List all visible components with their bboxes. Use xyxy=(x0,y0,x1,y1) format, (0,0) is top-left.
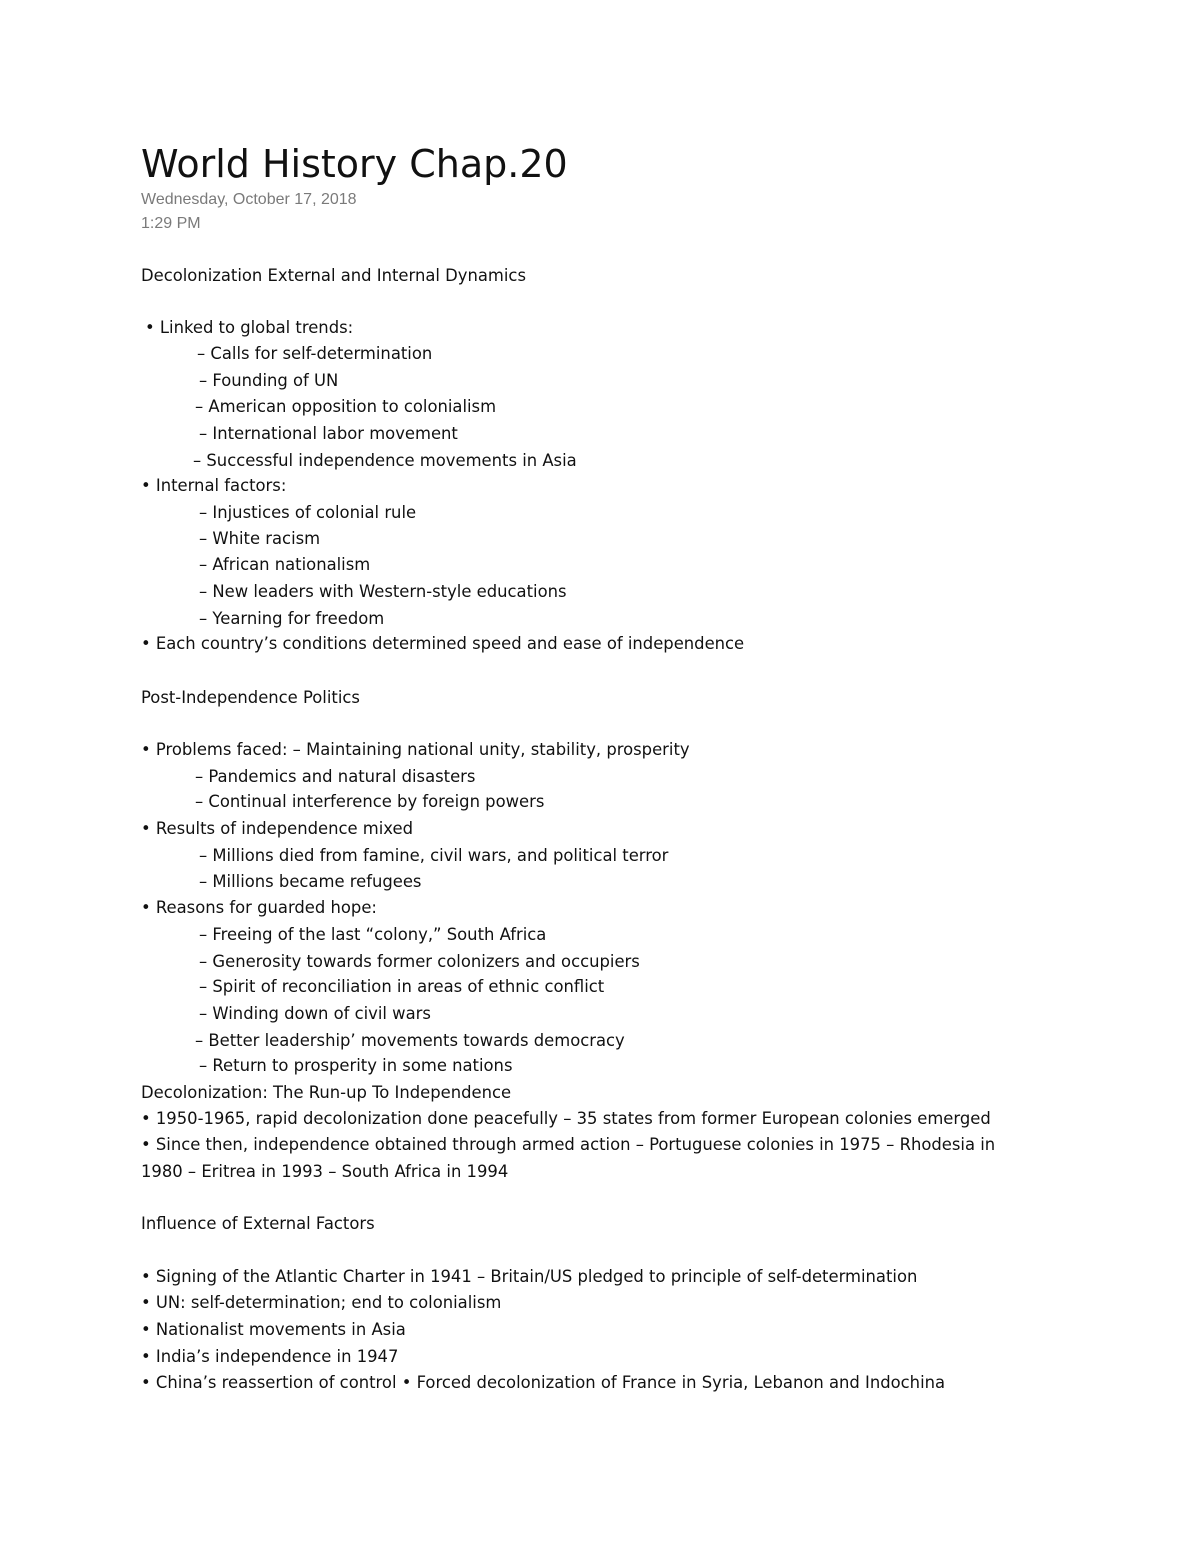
sub-item: – Millions became refugees xyxy=(199,872,422,891)
section-heading: Post-Independence Politics xyxy=(141,688,360,707)
note-date: Wednesday, October 17, 2018 xyxy=(141,191,357,208)
sub-item: – Spirit of reconciliation in areas of ethnic conflict xyxy=(199,977,605,996)
bullet-item: • Internal factors: xyxy=(141,476,287,495)
bullet-item: • India’s independence in 1947 xyxy=(141,1347,399,1366)
sub-item: – Better leadership’ movements towards democracy xyxy=(195,1031,625,1050)
bullet-item: • Problems faced: – Maintaining national unity, stability, prosperity xyxy=(141,740,690,759)
sub-item: – Continual interference by foreign powers xyxy=(195,792,545,811)
sub-item: – Successful independence movements in Asia xyxy=(193,451,577,470)
sub-item: – New leaders with Western-style educations xyxy=(199,582,567,601)
sub-item: – Winding down of civil wars xyxy=(199,1004,431,1023)
bullet-item: • Nationalist movements in Asia xyxy=(141,1320,406,1339)
sub-item: – Yearning for freedom xyxy=(199,609,385,628)
sub-item: – American opposition to colonialism xyxy=(195,397,497,416)
bullet-item: • Each country’s conditions determined speed and ease of independence xyxy=(141,634,745,653)
sub-item: – Generosity towards former colonizers and occupiers xyxy=(199,952,640,971)
sub-item: – Freeing of the last “colony,” South Africa xyxy=(199,925,547,944)
bullet-item-continuation: 1980 – Eritrea in 1993 – South Africa in 1994 xyxy=(141,1162,509,1181)
bullet-item: • Reasons for guarded hope: xyxy=(141,898,377,917)
bullet-item: • 1950-1965, rapid decolonization done peacefully – 35 states from former European colonies emerged xyxy=(141,1109,991,1128)
sub-item: – Millions died from famine, civil wars, and political terror xyxy=(199,846,669,865)
bullet-item: • Since then, independence obtained through armed action – Portuguese colonies in 1975 – Rhodesia in xyxy=(141,1135,996,1154)
page-title: World History Chap.20 xyxy=(141,142,568,186)
sub-item: – White racism xyxy=(199,529,321,548)
sub-item: – African nationalism xyxy=(199,555,371,574)
bullet-item: • Results of independence mixed xyxy=(141,819,413,838)
sub-item: – Pandemics and natural disasters xyxy=(195,767,476,786)
sub-item: – Injustices of colonial rule xyxy=(199,503,417,522)
bullet-item: • UN: self-determination; end to colonialism xyxy=(141,1293,502,1312)
bullet-item: • Linked to global trends: xyxy=(145,318,354,337)
sub-item: – Founding of UN xyxy=(199,371,339,390)
sub-item: – International labor movement xyxy=(199,424,458,443)
section-heading: Influence of External Factors xyxy=(141,1214,375,1233)
section-heading: Decolonization External and Internal Dynamics xyxy=(141,266,526,285)
sub-item: – Return to prosperity in some nations xyxy=(199,1056,513,1075)
bullet-item: • China’s reassertion of control • Forced decolonization of France in Syria, Lebanon and Indochina xyxy=(141,1373,946,1392)
note-time: 1:29 PM xyxy=(141,215,201,232)
section-heading: Decolonization: The Run-up To Independence xyxy=(141,1083,512,1102)
sub-item: – Calls for self-determination xyxy=(197,344,433,363)
bullet-item: • Signing of the Atlantic Charter in 1941 – Britain/US pledged to principle of self-determination xyxy=(141,1267,918,1286)
